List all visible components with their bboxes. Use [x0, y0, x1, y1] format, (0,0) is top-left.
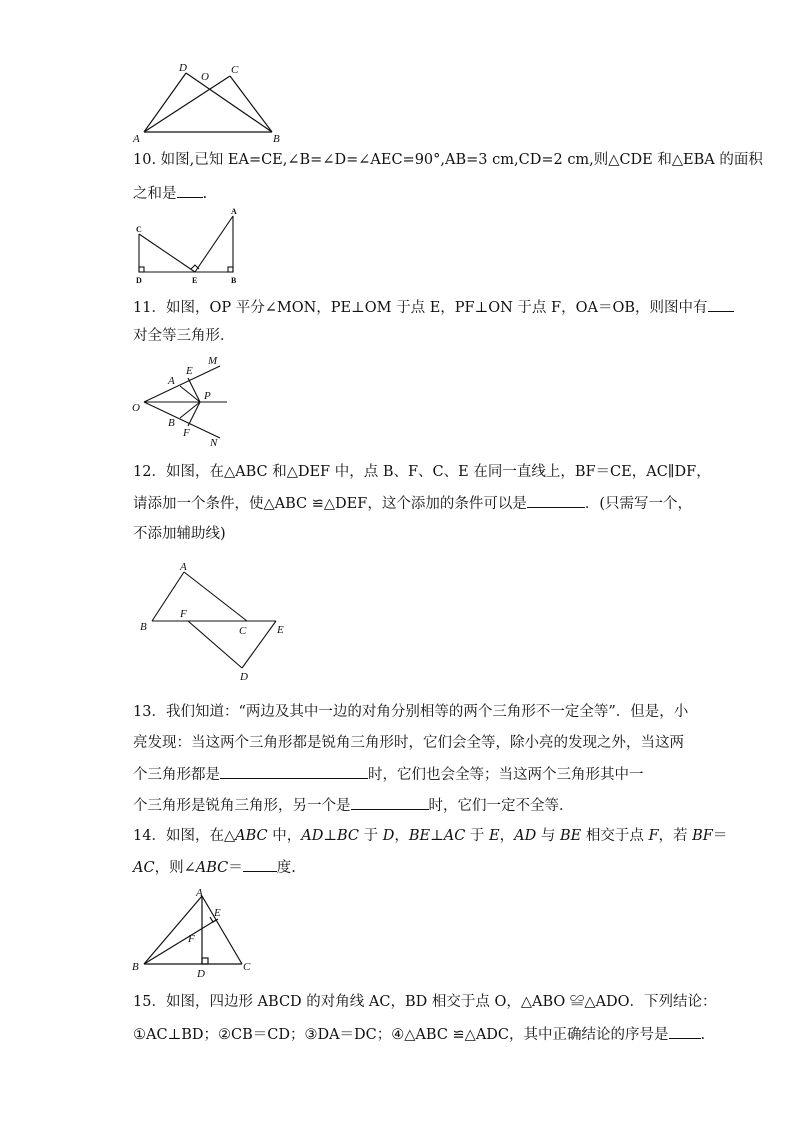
label-A: A	[196, 887, 203, 899]
q11-line1: 11．如图，OP 平分∠MON，PE⊥OM 于点 E，PF⊥ON 于点 F，OA＝OB，则图中有	[133, 297, 734, 318]
label-P: P	[204, 390, 211, 402]
label-C: C	[136, 225, 142, 234]
q14-line2: AC，则∠ABC＝ 度.	[133, 857, 296, 878]
label-E: E	[186, 365, 193, 377]
q13-line4: 个三角形是锐角三角形，另一个是 时，它们一定不全等．	[133, 795, 574, 816]
label-A: A	[168, 375, 175, 387]
answer-blank[interactable]	[708, 297, 734, 312]
q12-line1: 12．如图，在△ABC 和△DEF 中，点 B、F、C、E 在同一直线上，BF＝CE，AC∥DF，	[133, 464, 711, 480]
label-O: O	[201, 71, 209, 83]
label-B: B	[132, 961, 139, 973]
figure-q9	[130, 58, 290, 144]
label-E: E	[192, 276, 198, 285]
label-A: A	[231, 207, 237, 216]
label-B: B	[140, 621, 147, 633]
label-B: B	[273, 133, 280, 144]
label-M: M	[208, 355, 218, 367]
answer-blank-2[interactable]	[351, 795, 429, 810]
figure-q10	[133, 206, 248, 288]
label-A: A	[180, 561, 187, 573]
q12-line3: 不添加辅助线)	[133, 526, 226, 542]
label-F: F	[180, 608, 187, 620]
q13-line2: 亮发现：当这两个三角形都是锐角三角形时，它们会全等，除小亮的发现之外，当这两	[133, 735, 684, 751]
q12-line2: 请添加一个条件，使△ABC ≌△DEF，这个添加的条件可以是 ．(只需写一个，	[133, 493, 692, 514]
label-D: D	[136, 276, 142, 285]
q15-line2: ①AC⊥BD；②CB＝CD；③DA＝DC；④△ABC ≌△ADC，其中正确结论的序号是 .	[133, 1024, 705, 1045]
label-D: D	[197, 968, 205, 978]
label-E: E	[214, 907, 221, 919]
answer-blank-1[interactable]	[220, 764, 368, 779]
figure-q14	[130, 886, 260, 978]
q11-line2: 对全等三角形．	[133, 328, 235, 344]
label-A: A	[133, 133, 140, 144]
q14-line1: 14．如图，在△ABC 中，AD⊥BC 于 D，BE⊥AC 于 E，AD 与 BE 相交于点 F，若 BF＝	[133, 828, 728, 844]
label-F: F	[188, 933, 195, 945]
answer-blank[interactable]	[243, 857, 277, 872]
label-C: C	[231, 64, 239, 76]
q13-line3: 个三角形都是 时，它们也会全等；当这两个三角形其中一	[133, 764, 644, 785]
answer-blank[interactable]	[669, 1024, 701, 1039]
label-O: O	[132, 402, 140, 414]
answer-blank[interactable]	[177, 183, 203, 198]
label-D: D	[240, 671, 248, 683]
q15-line1: 15．如图，四边形 ABCD 的对角线 AC，BD 相交于点 O，△ABO ≌△ADO．下列结论：	[133, 994, 717, 1010]
label-N: N	[210, 437, 218, 449]
q13-line1: 13．我们知道：“两边及其中一边的对角分别相等的两个三角形不一定全等”．但是，小	[133, 704, 689, 720]
answer-blank[interactable]	[527, 493, 585, 508]
label-F: F	[183, 427, 190, 439]
q10-line1: 10. 如图,已知 EA=CE,∠B=∠D=∠AEC=90°,AB=3 cm,CD=2 cm,则△CDE 和△EBA 的面积	[133, 152, 763, 168]
figure-q11	[130, 354, 235, 449]
label-C: C	[239, 625, 247, 637]
figure-q12	[136, 558, 296, 683]
q10-line2: 之和是 .	[133, 183, 207, 204]
label-E: E	[277, 624, 284, 636]
label-D: D	[179, 62, 187, 74]
label-B: B	[168, 417, 175, 429]
label-B: B	[231, 276, 237, 285]
label-C: C	[243, 961, 251, 973]
